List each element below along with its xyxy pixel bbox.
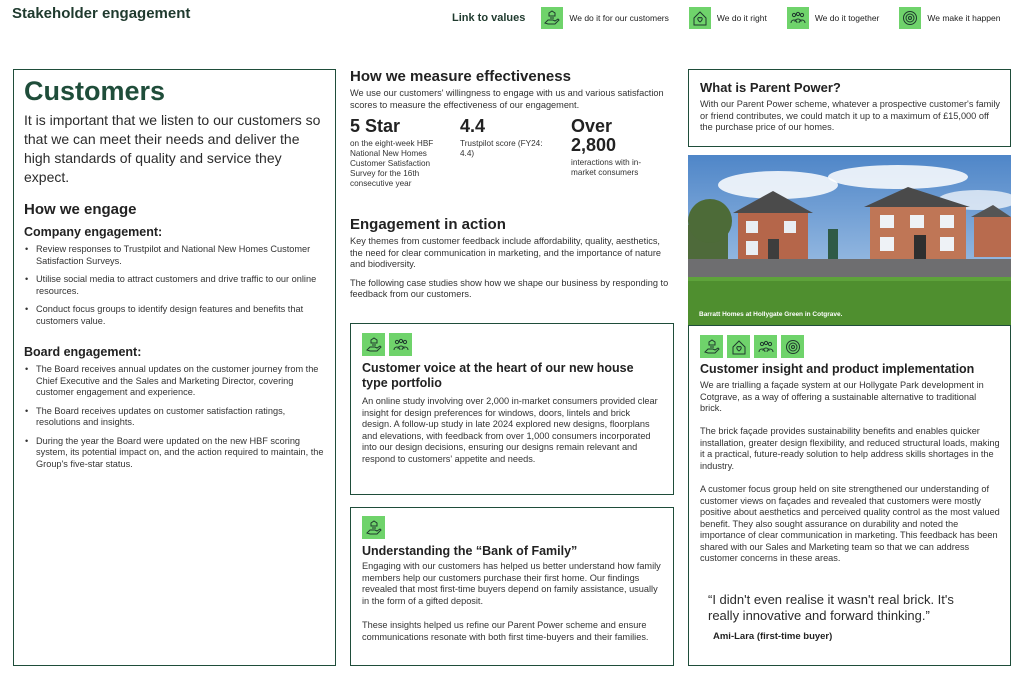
values-legend (452, 6, 1012, 30)
company-engagement-heading: Company engagement: (24, 225, 163, 239)
quote-attribution: Ami-Lara (first-time buyer) (713, 631, 833, 642)
value-label: We do it together (814, 13, 880, 23)
page-title: Stakeholder engagement (12, 5, 191, 22)
people-group-icon (787, 7, 809, 29)
case-paragraph: The brick façade provides sustainability benefits and enables quicker installation, greater design flexibility, and reduced structural loads, making it a practical, future-ready solution to help address skills shortages in the industry. (700, 426, 1000, 471)
list-item: • Review responses to Trustpilot and National New Homes Customer Satisfaction Surveys. (25, 244, 330, 267)
photo-caption: Barratt Homes at Hollygate Green in Cotgrave. (699, 311, 843, 318)
value-customers (541, 7, 683, 29)
people-group-icon (754, 335, 777, 358)
case-paragraph: A customer focus group held on site strengthened our understanding of customer views on façades and revealed that customers were mostly positive about aesthetics and perceived quality control as the most valued benefit. They also sought assurance on durability and noted the importance of clear communication in marketing. This feedback has been shared with our Sales and Marketing team so that we can address customer concerns in these areas. (700, 484, 1000, 563)
case-title: Customer insight and product implementation (700, 362, 975, 376)
target-icon (899, 7, 921, 29)
stat-caption: interactions with in-market consumers (571, 158, 642, 177)
list-item: • Conduct focus groups to identify design features and benefits that customers value. (25, 304, 330, 327)
lead-text: It is important that we listen to our customers so that we can meet their needs and deliver the high standards of quality and service they expect. (24, 112, 321, 185)
houses-illustration (688, 155, 1011, 325)
hand-house-icon (700, 335, 723, 358)
parent-power-card (688, 69, 1011, 147)
stat-block (571, 117, 661, 178)
stat-block (350, 117, 448, 189)
stat-value: 5 Star (350, 116, 401, 136)
parent-power-body: With our Parent Power scheme, whatever a prospective customer's family or friend contributes, we could match it up to a maximum of £15,000 off the purchase price of our homes. (700, 99, 1000, 132)
case-paragraph: We are trialling a façade system at our Hollygate Park development in Cotgrave, as a way of offering a sustainable alternative to traditional brick. (700, 380, 984, 413)
action-heading: Engagement in action (350, 216, 506, 233)
case-study-card (350, 323, 674, 495)
stat-caption: on the eight-week HBF National New Homes Customer Satisfaction Survey for the 16th consecutive year (350, 139, 434, 188)
housing-photo (688, 155, 1011, 325)
measure-heading: How we measure effectiveness (350, 68, 571, 85)
case-body: An online study involving over 2,000 in-market consumers provided clear insight for design preferences for windows, doors, lintels and brick design. A follow-up study in late 2024 explored new designs, floorplans and elevations, with feedback from over 1,000 consumers incorporated into our design decisions, ensuring our designs remain relevant and respond to customers' appetite and needs. (362, 396, 658, 464)
engagement-action-section (350, 216, 674, 301)
stat-value: Over 2,800 (571, 116, 617, 155)
action-paragraph: The following case studies show how we shape our business by responding to feedback from our customers. (350, 277, 669, 299)
section-title: Customers (24, 76, 166, 106)
case-paragraph: Engaging with our customers has helped us better understand how family members help our customers purchase their first home. Our findings revealed that most first-time buyers depend on family assistance, usually in the form of a gifted deposit. (362, 561, 661, 606)
value-together (787, 7, 894, 29)
how-we-engage-heading: How we engage (24, 201, 137, 218)
board-list (25, 364, 330, 477)
list-item: • During the year the Board were updated on the new HBF scoring system, its potential impact on, and the action required to maintain, the Group's five-star status. (25, 436, 330, 471)
list-item: • The Board receives updates on customer satisfaction ratings, resolutions and insights. (25, 406, 330, 429)
hand-house-icon (541, 7, 563, 29)
value-right (689, 7, 781, 29)
hand-house-icon (362, 333, 385, 356)
list-item: • The Board receives annual updates on the customer journey from the Chief Executive and the Sales and Marketing Director, covering customer engagement and experience. (25, 364, 330, 399)
value-label: We do it for our customers (569, 13, 669, 23)
house-heart-icon (727, 335, 750, 358)
stats-row (350, 117, 674, 207)
case-title: Customer voice at the heart of our new house type portfolio (362, 361, 634, 390)
case-title: Understanding the “Bank of Family” (362, 544, 578, 558)
people-group-icon (389, 333, 412, 356)
value-label: We do it right (716, 13, 767, 23)
value-label: We make it happen (927, 13, 1001, 23)
value-icons (700, 335, 804, 358)
board-engagement-heading: Board engagement: (24, 345, 142, 359)
stat-value: 4.4 (460, 116, 486, 136)
measure-intro: We use our customers' willingness to engage with us and various satisfaction scores to measure the effectiveness of our engagement. (350, 88, 664, 110)
stat-block (460, 117, 550, 159)
company-list (25, 244, 330, 334)
value-icons (362, 333, 412, 356)
case-paragraph: These insights helped us refine our Parent Power scheme and ensure communications resonate with both first time-buyers and their families. (362, 620, 649, 642)
house-heart-icon (689, 7, 711, 29)
case-study-card (350, 507, 674, 666)
list-item: • Utilise social media to attract customers and drive traffic to our online resources. (25, 274, 330, 297)
parent-power-heading: What is Parent Power? (700, 80, 841, 95)
value-happen (899, 7, 1000, 29)
value-icons (362, 516, 385, 541)
hand-house-icon (362, 516, 385, 539)
target-icon (781, 335, 804, 358)
measure-section (350, 68, 674, 207)
customer-quote: “I didn't even realise it wasn't real brick. It's really innovative and forward thinking.” (708, 592, 954, 623)
customers-panel (13, 69, 336, 666)
link-to-values-label: Link to values (452, 12, 526, 24)
action-paragraph: Key themes from customer feedback include affordability, quality, aesthetics, the need for clear communication in marketing, and the importance of nature and biodiversity. (350, 236, 662, 269)
stat-caption: Trustpilot score (FY24: 4.4) (460, 139, 543, 158)
case-study-card (688, 325, 1011, 666)
